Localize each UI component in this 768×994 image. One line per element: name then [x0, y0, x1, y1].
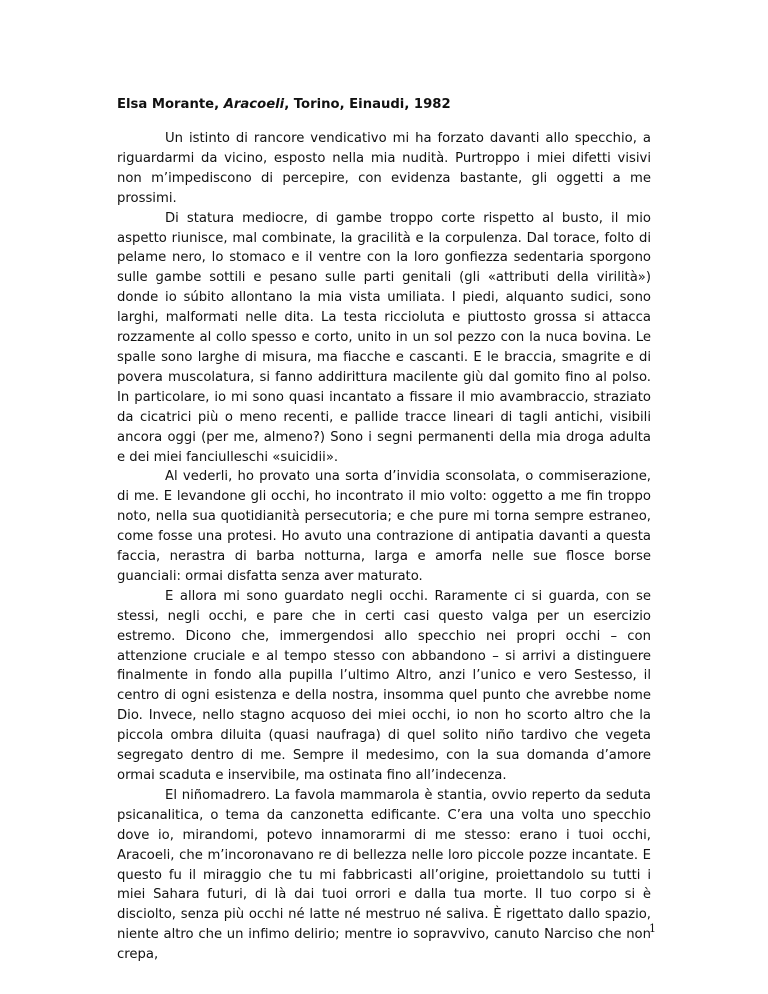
body-text	[117, 129, 651, 965]
paragraph: E allora mi sono guardato negli occhi. Raramente ci si guarda, con se stessi, negli occhi, e pare che in certi casi questo valga per un esercizio estremo. Dicono che, immergendosi allo specchio nei propri occhi – con attenzione cruciale e al tempo stesso con abbandono – si arrivi a distinguere finalmente in fondo alla pupilla l’ultimo Altro, anzi l’unico e vero Sestesso, il centro di ogni esistenza e della nostra, insomma quel punto che avrebbe nome Dio. Invece, nello stagno acquoso dei miei occhi, io non ho scorto altro che la piccola ombra diluita (quasi naufraga) di quel solito niño tardivo che vegeta segregato dentro di me. Sempre il medesimo, con la sua domanda d’amore ormai scaduta e inservibile, ma ostinata fino all’indecenza.	[117, 588, 651, 783]
page-number: 1	[649, 922, 656, 935]
paragraph: El niñomadrero. La favola mammarola è stantia, ovvio reperto da seduta psicanalitica, o tema da canzonetta edificante. C’era una volta uno specchio dove io, mirandomi, potevo innamorarmi di me stesso: erano i tuoi occhi, Aracoeli, che m’incoronavano re di bellezza nelle loro piccole pozze incantate. E questo fu il miraggio che tu mi fabbricasti all’origine, proiettandolo su tutti i miei Sahara futuri, di là dai tuoi orrori e dalla tua morte. Il tuo corpo si è disciolto, senza più occhi né latte né mestruo né saliva. È rigettato dallo spazio, niente altro che un infimo delirio; mentre io sopravvivo, canuto Narciso che non crepa,	[117, 787, 651, 963]
document-heading	[117, 97, 677, 112]
paragraph: Al vederli, ho provato una sorta d’invidia sconsolata, o commiserazione, di me. E levandone gli occhi, ho incontrato il mio volto: oggetto a me fin troppo noto, nella sua quotidianità persecutoria; e che pure mi torna sempre estraneo, come fosse una protesi. Ho avuto una contrazione di antipatia davanti a questa faccia, nerastra di barba notturna, larga e amorfa nelle sue flosce borse guanciali: ormai disfatta senza aver maturato.	[117, 469, 651, 584]
heading-title: Aracoeli	[223, 97, 285, 112]
paragraph: Un istinto di rancore vendicativo mi ha forzato davanti allo specchio, a riguardarmi da vicino, esposto nella mia nudità. Purtroppo i miei difetti visivi non m’impediscono di percepire, con evidenza bastante, gli oggetti a me prossimi.	[117, 131, 651, 206]
paragraph: Di statura mediocre, di gambe troppo corte rispetto al busto, il mio aspetto riunisce, mal combinate, la gracilità e la corpulenza. Dal torace, folto di pelame nero, lo stomaco e il ventre con la loro gonfiezza sedentaria sporgono sulle gambe sottili e pesano sulle parti genitali (gli «attributi della virilità») donde io súbito allontano la mia vista umiliata. I piedi, alquanto sudici, sono larghi, malformati nelle dita. La testa riccioluta e piuttosto grossa si attacca rozzamente al collo spesso e corto, unito in un sol pezzo con la nuca bovina. Le spalle sono larghe di misura, ma fiacche e cascanti. E le braccia, smagrite e di povera muscolatura, si fanno addirittura macilente giù dal gomito fino al polso. In particolare, io mi sono quasi incantato a fissare il mio avambraccio, straziato da cicatrici più o meno recenti, e pallide tracce lineari di tagli antichi, visibili ancora oggi (per me, almeno?) Sono i segni permanenti della mia droga adulta e dei miei fanciulleschi «suicidii».	[117, 210, 651, 465]
heading-publication: , Torino, Einaudi, 1982	[284, 97, 451, 112]
heading-author: Elsa Morante,	[117, 97, 224, 112]
